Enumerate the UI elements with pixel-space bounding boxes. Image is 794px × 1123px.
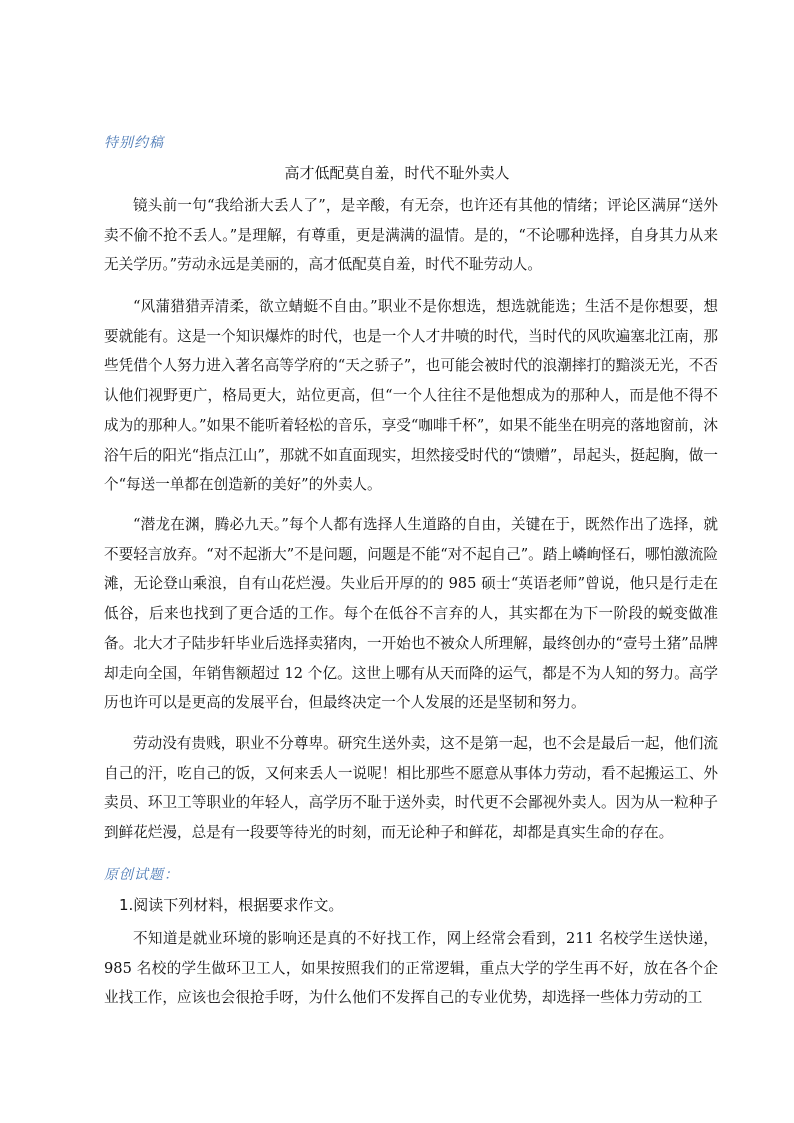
article-title: 高才低配莫自羞，时代不耻外卖人	[284, 164, 510, 182]
special-contribution-label: 特别约稿	[104, 135, 164, 151]
article-paragraph: 镜头前一句“我给浙大丢人了”，是辛酸，有无奈，也许还有其他的情绪；评论区满屏“送外卖不偷不抢不丢人。”是理解，有尊重，更是满满的温情。是的，“不论哪种选择，自身其力从来无关学历。”劳动永远是美丽的，高才低配莫自羞，时代不耻劳动人。	[104, 197, 718, 274]
question-material-paragraph: 不知道是就业环境的影响还是真的不好找工作，网上经常会看到，211 名校学生送快递，985 名校的学生做环卫工人，如果按照我们的正常逻辑，重点大学的学生再不好，放在各个企业找工作，应该也会很抢手呀，为什么他们不发挥自己的专业优势，却选择一些体力劳动的工	[104, 930, 718, 1007]
article-paragraph: 劳动没有贵贱，职业不分尊卑。研究生送外卖，这不是第一起，也不会是最后一起，他们流自己的汗，吃自己的饭，又何来丢人一说呢！相比那些不愿意从事体力劳动，看不起搬运工、外卖员、环卫工等职业的年轻人，高学历不耻于送外卖，时代更不会鄙视外卖人。因为从一粒种子到鲜花烂漫，总是有一段要等待光的时刻，而无论种子和鲜花，却都是真实生命的存在。	[104, 735, 718, 842]
original-questions-label: 原创试题：	[104, 867, 179, 883]
article-paragraph: “风蒲猎猎弄清柔，欲立蜻蜓不自由。”职业不是你想选，想选就能选；生活不是你想要，想要就能有。这是一个知识爆炸的时代，也是一个人才井喷的时代，当时代的风吹遍塞北江南，那些凭借个人努力进入著名高等学府的“天之骄子”，也可能会被时代的浪潮摔打的黯淡无光，不否认他们视野更广，格局更大，站位更高，但“一个人往往不是他想成为的那种人，而是他不得不成为的那种人。”如果不能听着轻松的音乐，享受“咖啡千杯”，如果不能坐在明亮的落地窗前，沐浴午后的阳光“指点江山”，那就不如直面现实，坦然接受时代的“馈赠”，昂起头，挺起胸，做一个“每送一单都在创造新的美好”的外卖人。	[104, 298, 718, 494]
question-prompt: 1.阅读下列材料，根据要求作文。	[119, 896, 344, 914]
article-paragraph: “潜龙在渊，腾必九天。”每个人都有选择人生道路的自由，关键在于，既然作出了选择，就不要轻言放弃。“对不起浙大”不是问题，问题是不能“对不起自己”。踏上嶙峋怪石，哪怕激流险滩，无论登山乘浪，自有山花烂漫。失业后开厚的的 985 硕士“英语老师”曾说，他只是行走在低谷，后来也找到了更合适的工作。每个在低谷不言弃的人，其实都在为下一阶段的蜕变做准备。北大才子陆步轩毕业后选择卖猪肉，一开始也不被众人所理解，最终创办的“壹号土猪”品牌却走向全国，年销售额超过 12 个亿。这世上哪有从天而降的运气，都是不为人知的努力。高学历也许可以是更高的发展平台，但最终决定一个人发展的还是坚韧和努力。	[104, 516, 718, 712]
